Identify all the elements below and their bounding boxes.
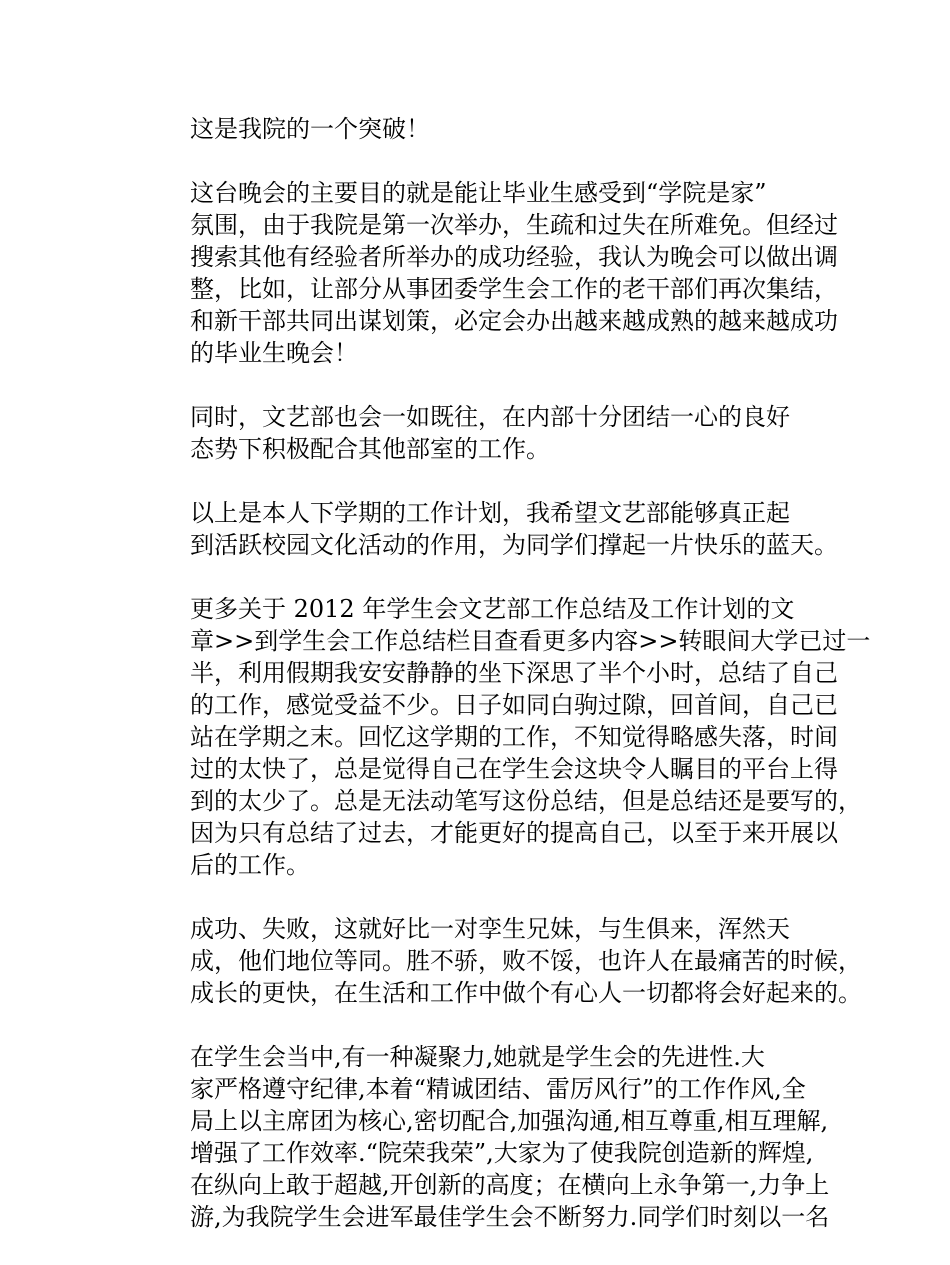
text-line: 半，利用假期我安安静静的坐下深思了半个小时，总结了自己 — [190, 659, 838, 687]
text-line: 这台晚会的主要目的就是能让毕业生感受到“学院是家” — [190, 179, 767, 207]
text-line: 到活跃校园文化活动的作用，为同学们撑起一片快乐的蓝天。 — [190, 531, 838, 559]
text-line: 增强了工作效率.“院荣我荣”,大家为了使我院创造新的辉煌, — [190, 1139, 814, 1167]
text-line: 成长的更快，在生活和工作中做个有心人一切都将会好起来的。 — [190, 979, 862, 1007]
paragraph — [142, 593, 871, 881]
text-line: 在学生会当中,有一种凝聚力,她就是学生会的先进性.大 — [190, 1043, 765, 1071]
text-line: 搜索其他有经验者所举办的成功经验，我认为晚会可以做出调 — [190, 243, 838, 271]
text-line: 家严格遵守纪律,本着“精诚团结、雷厉风行”的工作作风,全 — [190, 1075, 806, 1103]
text-line: 章>>到学生会工作总结栏目查看更多内容>>转眼间大学已过一 — [190, 627, 871, 655]
text-line: 同时，文艺部也会一如既往，在内部十分团结一心的良好 — [190, 403, 790, 431]
paragraph — [142, 113, 824, 145]
text-line: 游,为我院学生会进军最佳学生会不断努力.同学们时刻以一名 — [190, 1203, 830, 1231]
text-line: 成功、失败，这就好比一对孪生兄妹，与生俱来，浑然天 — [190, 915, 790, 943]
text-line: 态势下积极配合其他部室的工作。 — [190, 435, 550, 463]
text-line: 在纵向上敢于超越,开创新的高度；在横向上永争第一,力争上 — [190, 1171, 830, 1199]
text-line: 和新干部共同出谋划策，必定会办出越来越成熟的越来越成功 — [190, 307, 838, 335]
text-line: 局上以主席团为核心,密切配合,加强沟通,相互尊重,相互理解, — [190, 1107, 829, 1135]
text-line: 过的太快了，总是觉得自己在学生会这块令人瞩目的平台上得 — [190, 755, 838, 783]
text-line: 因为只有总结了过去，才能更好的提高自己，以至于来开展以 — [190, 819, 838, 847]
paragraph — [142, 401, 824, 465]
text-line: 以上是本人下学期的工作计划，我希望文艺部能够真正起 — [190, 499, 790, 527]
text-line: 站在学期之末。回忆这学期的工作，不知觉得略感失落，时间 — [190, 723, 838, 751]
paragraph — [142, 177, 838, 369]
document-body — [142, 113, 871, 1265]
text-line: 整，比如，让部分从事团委学生会工作的老干部们再次集结， — [190, 275, 838, 303]
text-line: 的工作，感觉受益不少。日子如同白驹过隙，回首间，自己已 — [190, 691, 838, 719]
text-line: 成，他们地位等同。胜不骄，败不馁，也许人在最痛苦的时候， — [190, 947, 862, 975]
text-line: 这是我院的一个突破！ — [190, 115, 430, 143]
text-line: 氛围，由于我院是第一次举办，生疏和过失在所难免。但经过 — [190, 211, 838, 239]
text-line: 更多关于 2012 年学生会文艺部工作总结及工作计划的文 — [190, 595, 795, 623]
paragraph — [142, 497, 838, 561]
text-line: 后的工作。 — [190, 851, 310, 879]
paragraph — [142, 913, 862, 1009]
paragraph — [142, 1041, 830, 1233]
text-line: 的毕业生晚会！ — [190, 339, 358, 367]
text-line: 到的太少了。总是无法动笔写这份总结，但是总结还是要写的， — [190, 787, 862, 815]
